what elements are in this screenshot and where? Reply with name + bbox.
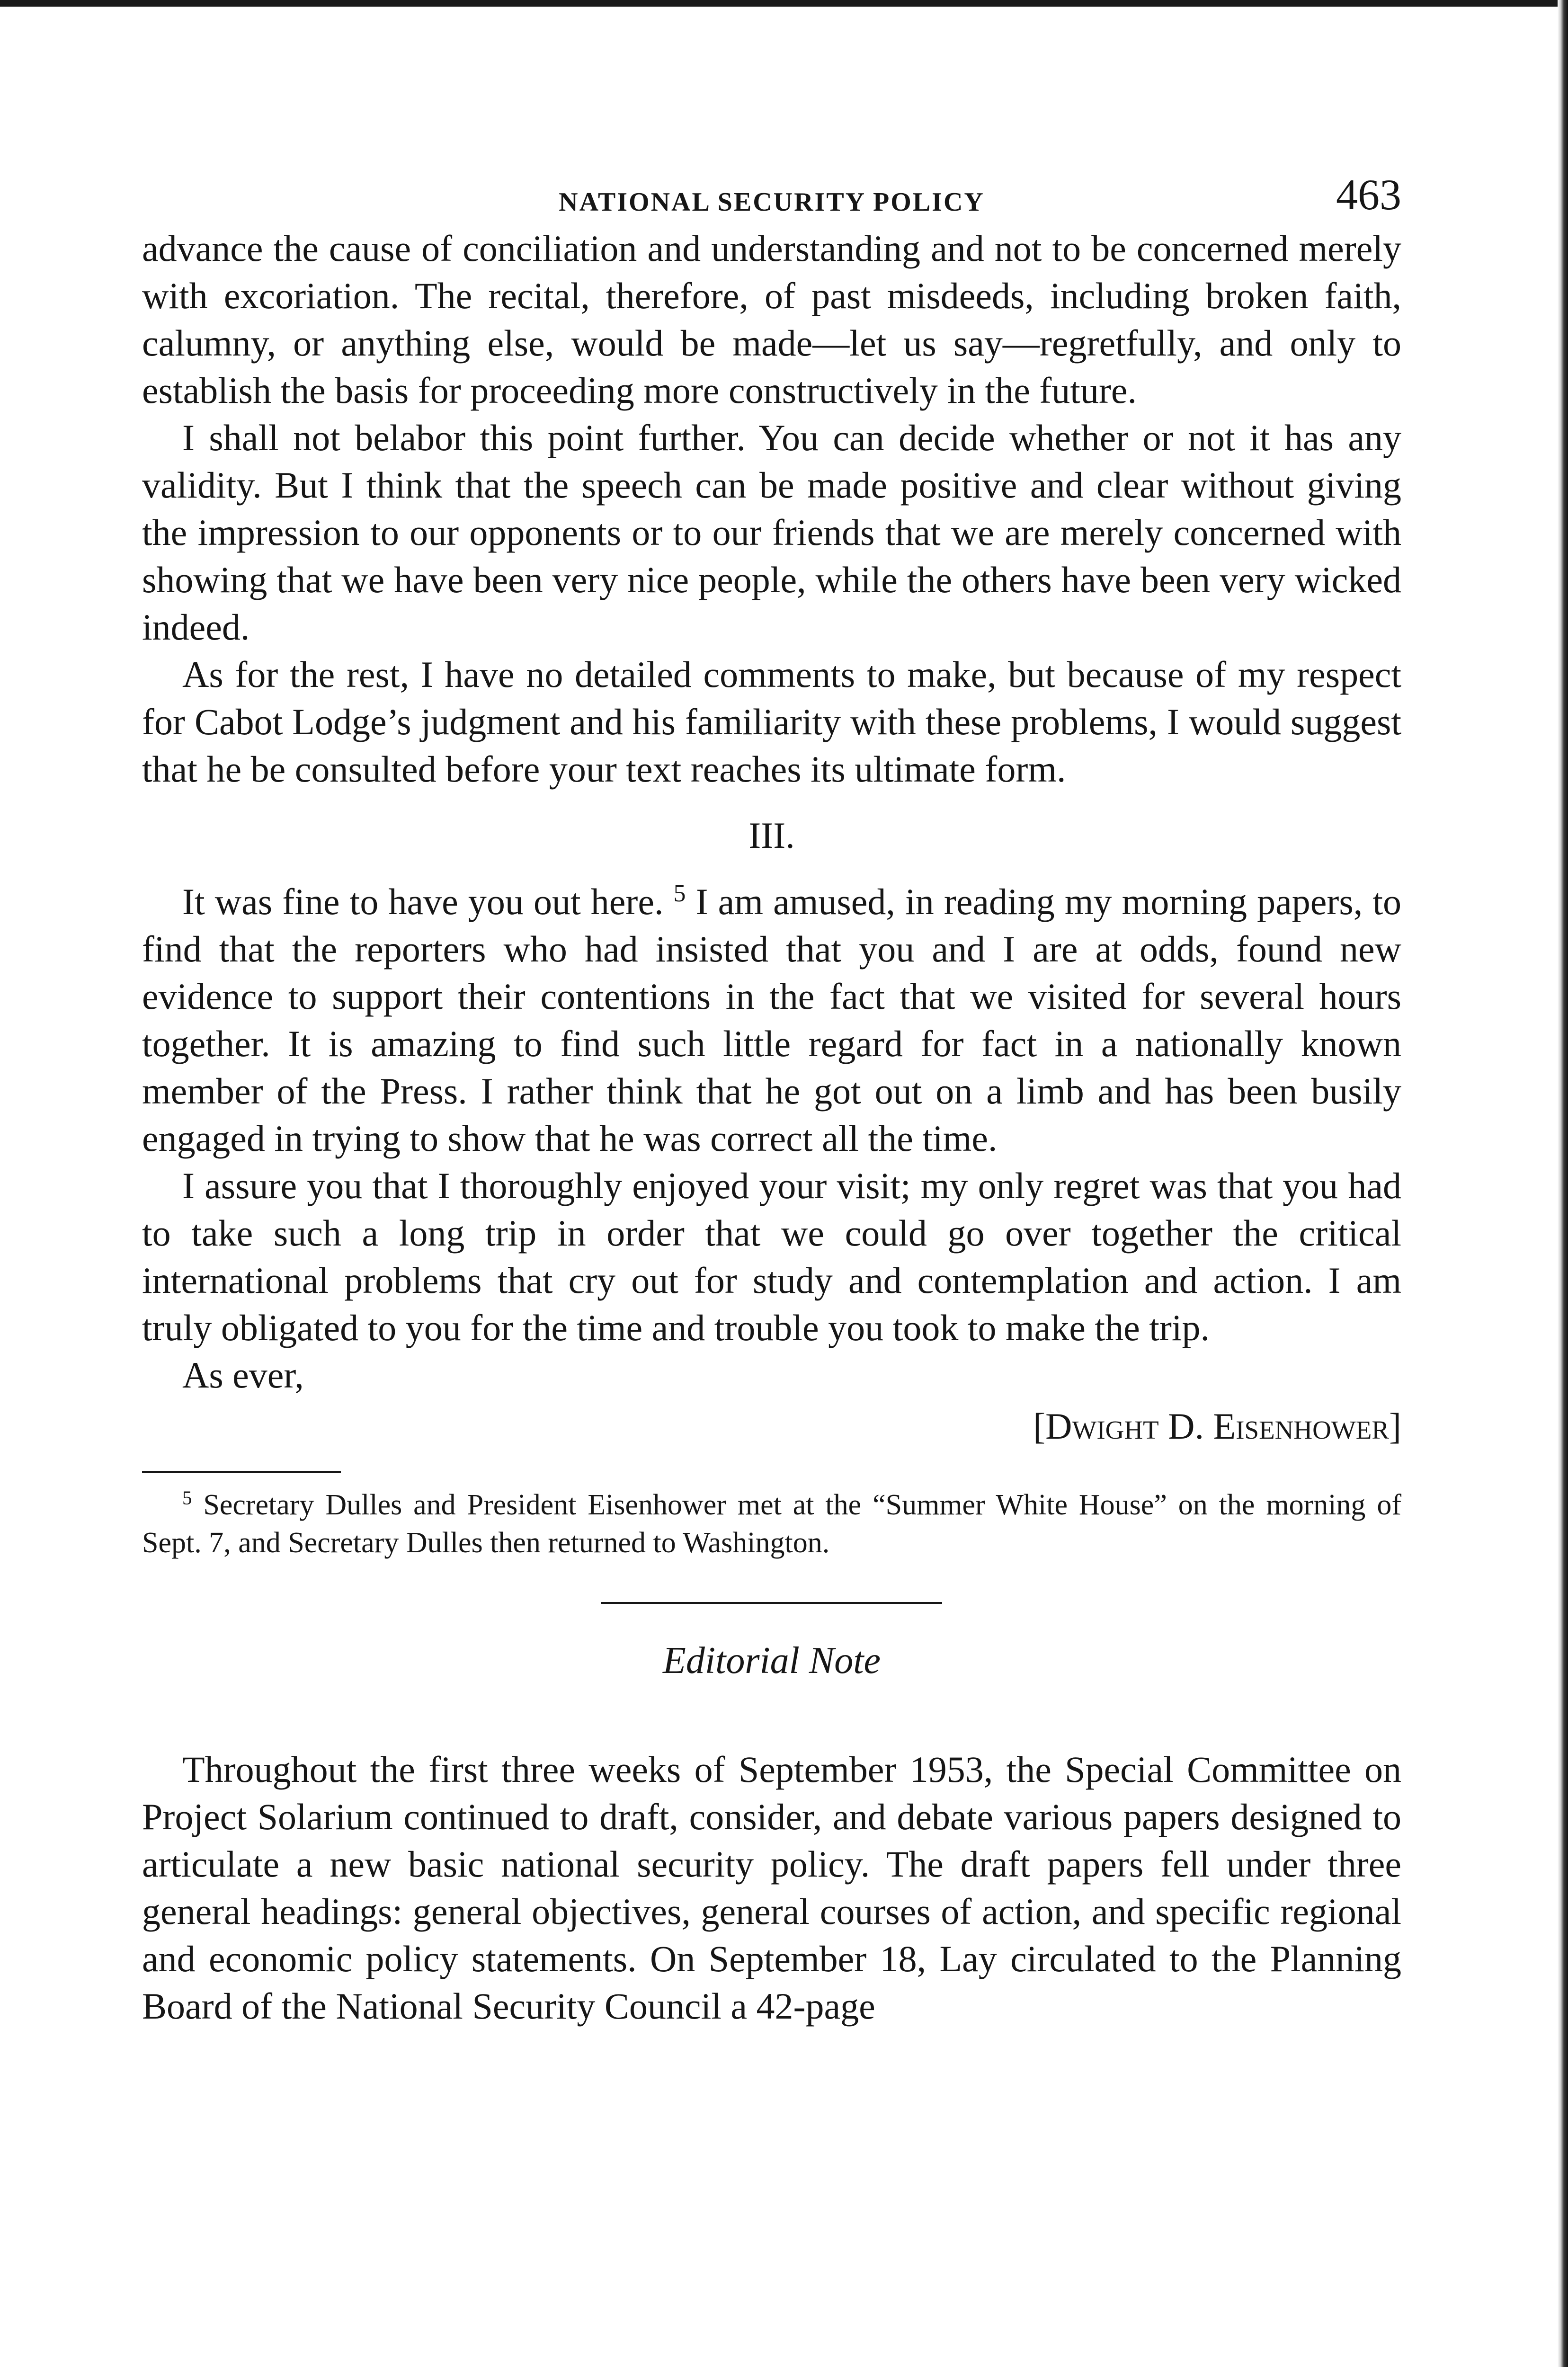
running-head xyxy=(142,142,1401,225)
page-number: 463 xyxy=(1336,170,1401,219)
paragraph-visit xyxy=(142,878,1401,1162)
footnote-marker: 5 xyxy=(182,1487,192,1509)
editorial-note-title: Editorial Note xyxy=(663,1640,881,1682)
footnote-text: Secretary Dulles and President Eisenhower met at the “Summer White House” on the morning of Sept. 7, and Secretary Dulles then returned to Washington. xyxy=(142,1489,1402,1559)
paragraph-visit-start: It was fine to have you out here. xyxy=(182,881,664,922)
signature xyxy=(142,1403,1401,1450)
paragraph-cabot-lodge: As for the rest, I have no detailed comments to make, but because of my respect for Cabot Lodge’s judgment and his familiarity with these problems, I would suggest that he be consulted before your text reaches its ultimate form. xyxy=(142,654,1401,790)
footnote-reference[interactable]: 5 xyxy=(673,880,686,907)
document-page xyxy=(142,142,1401,2030)
running-title: NATIONAL SECURITY POLICY xyxy=(559,187,985,217)
top-border-rule xyxy=(0,0,1568,7)
editorial-note-body xyxy=(142,1746,1401,2030)
paragraph-thanks: I assure you that I thoroughly enjoyed your visit; my only regret was that you had to take such a long trip in order that we could go over together the critical international problems that cry out for study and contemplation and action. I am truly obligated to you for the time and trouble you took to make the trip. xyxy=(142,1165,1401,1348)
signature-close-bracket: ] xyxy=(1389,1406,1401,1447)
signature-open-bracket: [ xyxy=(1033,1406,1046,1447)
paragraph-continued: advance the cause of conciliation and understanding and not to be concerned merely with excoriation. The recital, therefore, of past misdeeds, including broken faith, calumny, or anything else, would be made—let us say—regretfully, and only to establish the basis for proceeding more constructively in the future. xyxy=(142,228,1401,411)
section-divider xyxy=(601,1602,942,1604)
editorial-note-paragraph: Throughout the first three weeks of September 1953, the Special Committee on Project Solarium continued to draft, consider, and debate various papers designed to articulate a new basic national security policy. The draft papers fell under three general headings: general objectives, general courses of action, and specific regional and economic policy statements. On September 18, Lay circulated to the Planning Board of the National Security Council a 42-page xyxy=(142,1749,1401,2027)
letter-body xyxy=(142,225,1401,1399)
signature-name: Dwight D. Eisenhower xyxy=(1045,1406,1390,1447)
page-edge-shadow xyxy=(1558,0,1568,2367)
paragraph-visit-rest: I am amused, in reading my morning papers, to find that the reporters who had insisted that you and I are at odds, found new evidence to support their contentions in the fact that we visited for several hours together. It is amazing to find such little regard for fact in a nationally known member of the Press. I rather think that he got out on a limb and has been busily engaged in trying to show that he was correct all the time. xyxy=(142,881,1402,1159)
closing-salutation: As ever, xyxy=(182,1354,304,1396)
footnote xyxy=(142,1486,1401,1562)
paragraph-belabor: I shall not belabor this point further. You can decide whether or not it has any validity. But I think that the speech can be made positive and clear without giving the impression to our opponents or to our friends that we are merely concerned with showing that we have been very nice people, while the others have been very wicked indeed. xyxy=(142,417,1401,648)
footnote-divider xyxy=(142,1471,341,1473)
section-heading-iii: III. xyxy=(748,815,795,856)
